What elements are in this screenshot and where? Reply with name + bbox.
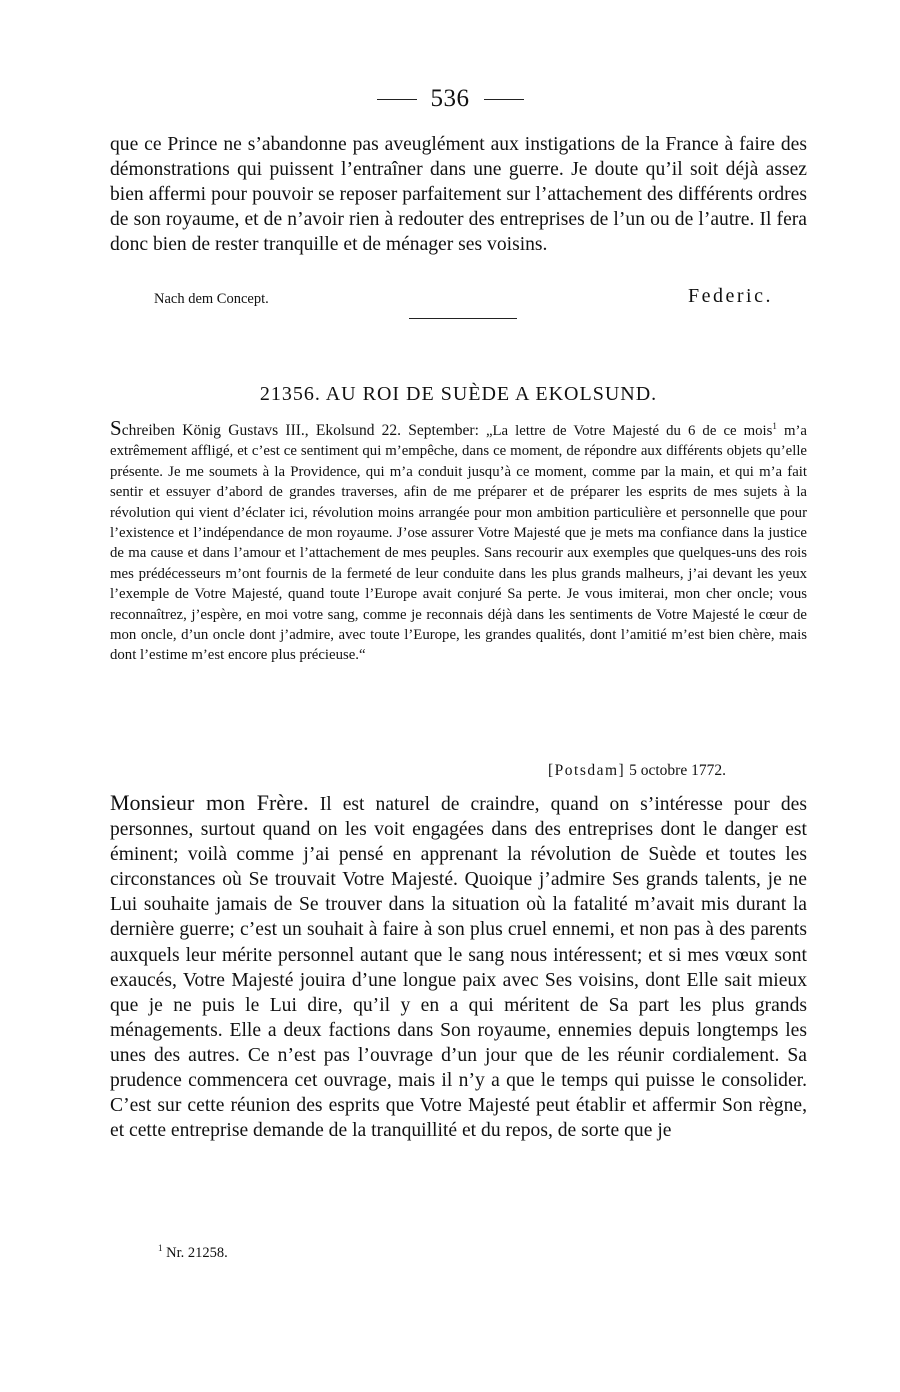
- letter-title: AU ROI DE SUÈDE A EKOLSUND.: [325, 383, 658, 405]
- page-number: 536: [430, 85, 470, 112]
- section-separator: [409, 318, 517, 319]
- previous-letter-closing-paragraph: que ce Prince ne s’abandonne pas aveuglément aux instigations de la France à faire des démonstrations qui puissent l’entraîner dans une guerre. Je doute qu’il soit déjà assez bien affermi pour pouvoir se reposer parfaitement sur l’attachement des différents ordres de son royaume, et de n’avoir rien à redouter des entreprises de l’un ou de l’autre. Il fera donc bien de rester tranquille et de ménager ses voisins.: [110, 134, 807, 256]
- footnote-mark: 1: [158, 1243, 163, 1254]
- letter-body-paragraph: [110, 790, 807, 1143]
- dateline: [548, 762, 726, 780]
- summary-text-after-ref: m’a extrêmement affligé, et c’est ce sentiment qui m’empêche, dans ce moment, de répondre aux différents objets qu’elle présente. Je me soumets à la Providence, qui m’a conduit jusqu’à ce moment, comme par la main, et qui m’a fait sentir et essuyer d’abord de grandes traverses, afin de me préparer et de préparer les esprits de mes sujets à la révolution qui vient d’éclater ici, révolution moins arrangée pour mon ambition particulière et personnelle que pour l’existence et l’indépendance de mon royaume. J’ose assurer Votre Majesté que je mets ma confiance dans la justice de ma cause et dans l’amour et l’attachement de mes peuples. Sans recourir aux exemples que quelques-uns des rois mes prédécesseurs m’ont fournis de la fermeté de leur conduite dans les plus grands malheurs, j’ai devant les yeux l’exemple de Votre Majesté, quand toute l’Europe avait conjuré Sa perte. Je vous imiterai, mon cher oncle; vous reconnaîtrez, j’espère, en moi votre sang, comme je reconnais déjà dans les sentiments de Votre Majesté le cœur de mon oncle, d’un oncle dont j’admire, avec toute l’Europe, les grandes qualités, dont l’amitié m’est bien chère, mais dont l’estime m’est encore plus précieuse.“: [110, 423, 807, 664]
- header-rule-right: [484, 99, 524, 100]
- footnote-reference: 1: [772, 421, 777, 432]
- footnote-text: Nr. 21258.: [166, 1245, 228, 1261]
- letter-number: 21356.: [259, 383, 321, 405]
- letter-heading: [110, 383, 807, 406]
- page-header: [0, 82, 900, 116]
- letter-body-text: Il est naturel de craindre, quand on s’intéresse pour des personnes, surtout quand on les voit engagées dans des entreprises dont le danger est éminent; voilà comme j’ai pensé en apprenant la révolution de Suède et toutes les circonstances où Se trouvait Votre Majesté. Quoique j’admire Ses grands talents, je ne Lui souhaite jamais de Se trouver dans la situation où la fatalité m’avait mis durant la dernière guerre; c’est un souhait à faire à son plus cruel ennemi, et non pas à des parents auxquels leur mérite personnel autant que le sang nous intéressent; et si mes vœux sont exaucés, Votre Majesté jouira d’une longue paix avec Ses voisins, dont Elle sait mieux que je ne puis le Lui dire, qu’il y en a qui méritent de Sa part les plus grands ménagements. Elle a deux factions dans Son royaume, ennemies depuis longtemps les unes des autres. Ce n’est pas l’ouvrage d’un jour que de les réunir cordialement. Sa prudence commencera cet ouvrage, mais il n’y a que le temps qui puisse le consolider. C’est sur cette réunion des esprits que Votre Majesté peut établir et affermir Son règne, et cette entreprise demande de la tranquillité et du repos, de sorte que je: [110, 794, 807, 1142]
- summary-lead-letter: S: [110, 416, 122, 440]
- letter-summary: [110, 418, 807, 666]
- dateline-place: [Potsdam]: [548, 762, 626, 779]
- dateline-date: 5 octobre 1772.: [629, 762, 726, 779]
- summary-text-before-ref: „La lettre de Votre Majesté du 6 de ce mois: [478, 423, 773, 439]
- salutation: Monsieur mon Frère.: [110, 790, 309, 815]
- footnote: [158, 1245, 228, 1262]
- signature: Federic.: [688, 285, 773, 307]
- summary-lead-rest: chreiben König Gustavs III., Ekolsund 22. September:: [121, 422, 479, 439]
- source-note: Nach dem Concept.: [154, 291, 269, 307]
- header-rule-left: [377, 99, 417, 100]
